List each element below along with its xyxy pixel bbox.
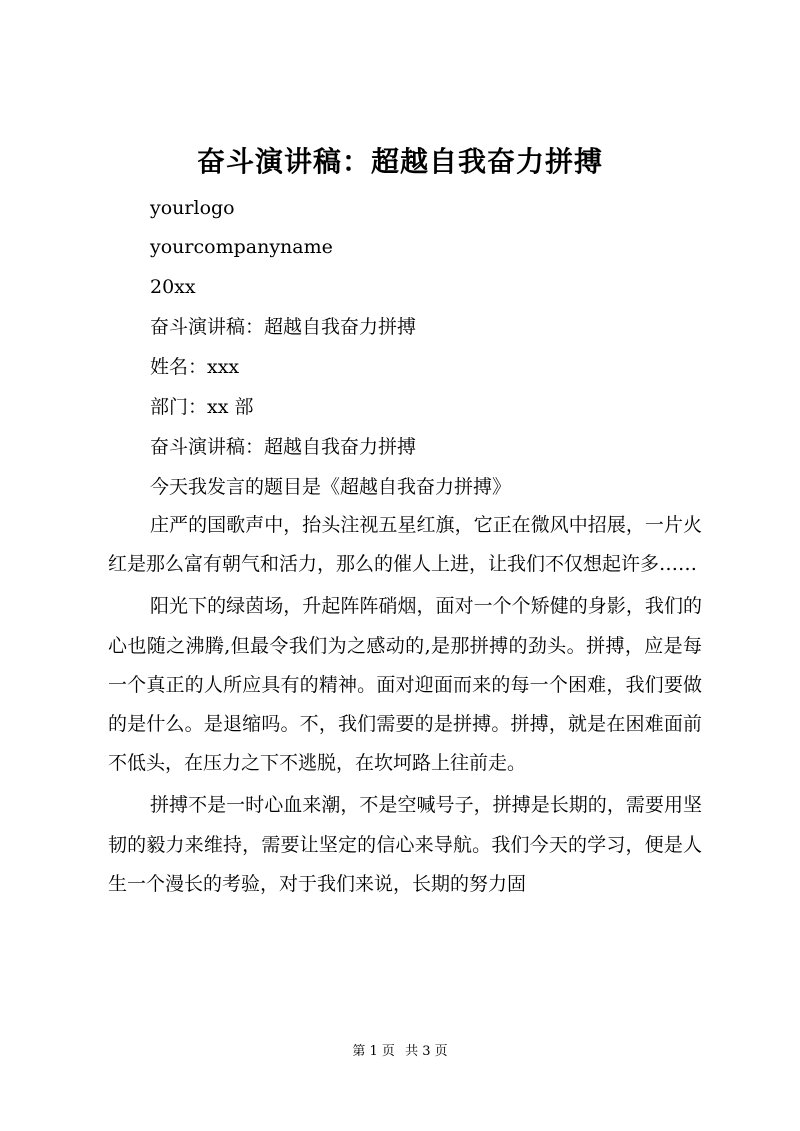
body-paragraph: 拼搏不是一时心血来潮，不是空喊号子，拼搏是长期的，需要用坚韧的毅力来维持，需要让坚定的信心来导航。我们今天的学习，便是人生一个漫长的考验，对于我们来说，长期的努力固 <box>108 794 702 895</box>
page-total: 共 3 页 <box>405 1044 448 1059</box>
speech-body <box>108 506 702 904</box>
body-paragraph: 阳光下的绿茵场，升起阵阵硝烟，面对一个个矫健的身影，我们的心也随之沸腾,但最令我们为之感动的,是那拼搏的劲头。拼搏，应是每一个真正的人所应具有的精神。面对迎面而来的每一个困难，我们要做的是什么。是退缩吗。不，我们需要的是拼搏。拼搏，就是在困难面前不低头，在压力之下不逃脱，在坎坷路上往前走。 <box>108 595 702 775</box>
body-paragraph: 庄严的国歌声中，抬头注视五星红旗，它正在微风中招展，一片火红是那么富有朝气和活力，那么的催人上进，让我们不仅想起许多…… <box>108 514 702 576</box>
repeated-title-line: 奋斗演讲稿：超越自我奋力拼搏 <box>150 436 417 458</box>
speech-topic-line: 今天我发言的题目是《超越自我奋力拼搏》 <box>150 476 512 498</box>
author-name-line: 姓名：xxx <box>150 356 240 378</box>
subtitle-line: 奋斗演讲稿：超越自我奋力拼搏 <box>150 316 417 338</box>
page-number: 第 1 页 <box>352 1044 395 1059</box>
company-name-line: yourcompanyname <box>150 236 333 258</box>
page-footer <box>0 1042 800 1062</box>
year-line: 20xx <box>150 276 196 298</box>
department-line: 部门：xx 部 <box>150 396 254 418</box>
logo-placeholder-line: yourlogo <box>150 197 235 219</box>
document-title: 奋斗演讲稿：超越自我奋力拼搏 <box>196 145 603 178</box>
